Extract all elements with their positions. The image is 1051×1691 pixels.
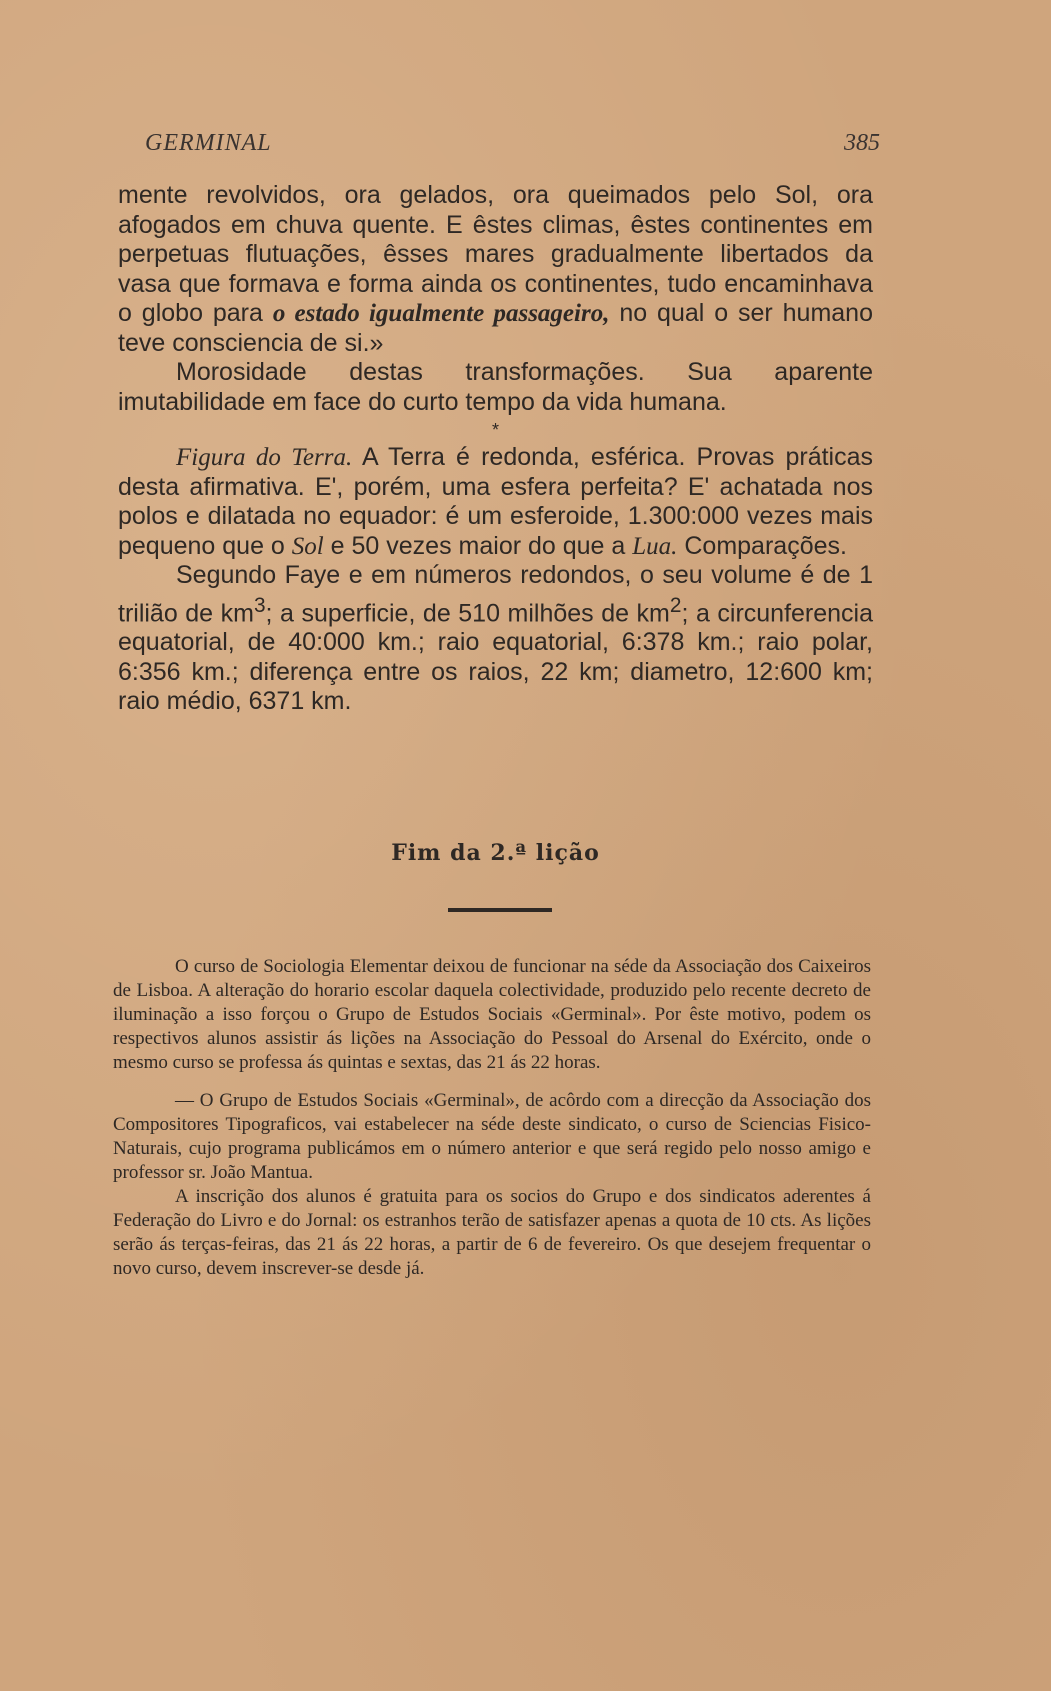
page-number: 385 <box>844 130 880 156</box>
text-run: ; a circunferencia equatorial, de 40:000 km.; raio equatorial, 6:378 km.; raio polar, 6:356 km.; diferença entre os raios, 22 km; diametro, 12:600 km; raio médio, 6371 km. <box>118 598 874 716</box>
emphasis-text: Sol <box>291 532 324 560</box>
paragraph-morosidade: Morosidade destas transformações. Sua aparente imutabilidade em face do curto tempo da vida humana. <box>118 358 873 416</box>
text-run: mente revolvidos, ora gelados, ora queimados pelo Sol, ora afogados em chuva quente. E êstes climas, êstes continentes em perpetuas flutuações, êsses mares gradualmente libertados da vasa que formava e forma ainda os continentes, tudo encaminhava o globo para <box>118 181 873 327</box>
lesson-text <box>118 181 873 717</box>
section-heading: Figura do Terra. <box>176 444 353 471</box>
end-of-lesson-title: Fim da 2.ª lição <box>391 840 600 866</box>
superscript: 3 <box>253 593 266 617</box>
announcements <box>113 955 871 1281</box>
running-header <box>145 130 880 164</box>
text-run: A Terra é redonda, esférica. Provas práticas desta afirmativa. E', porém, uma esfera perfeita? E' achatada nos polos e dilatada no equador: é um esferoide, 1.300:000 vezes mais pequeno que o <box>118 443 874 560</box>
journal-title: GERMINAL <box>145 130 272 156</box>
note-sociologia: O curso de Sociologia Elementar deixou de funcionar na séde da Associação dos Caixeiros de Lisboa. A alteração do horario escolar daquela colectividade, produzido pelo recente decreto de iluminação a isso forçou o Grupo de Estudos Sociais «Germinal». Por êste motivo, podem os respectivos alunos assistir ás lições na Associação do Pessoal do Arsenal do Exército, onde o mesmo curso se professa ás quintas e sextas, das 21 ás 22 horas. <box>113 956 871 1073</box>
emphasis-text: Lua. <box>632 532 678 560</box>
paragraph-figura <box>118 443 873 561</box>
text-run: Segundo Faye e em números redondos, o seu volume é de 1 trilião de km <box>118 561 873 627</box>
note-ciencias: — O Grupo de Estudos Sociais «Germinal», de acôrdo com a direcção da Associação dos Compositores Tipograficos, vai estabelecer na séde deste sindicato, o curso de Sciencias Fisico-Naturais, cujo programa publicámos em o número anterior e que será regido pelo nosso amigo e professor sr. João Mantua. <box>113 1090 871 1183</box>
section-separator: * <box>491 420 499 440</box>
text-run: Comparações. <box>677 531 847 560</box>
superscript: 2 <box>669 593 682 617</box>
emphasis-text: o estado igualmente passageiro, <box>272 300 610 327</box>
note-inscricao: A inscrição dos alunos é gratuita para os socios do Grupo e dos sindicatos aderentes á Federação do Livro e do Jornal: os estranhos terão de satisfazer apenas a quota de 10 cts. As lições serão ás terças-feiras, das 21 ás 22 horas, a partir de 6 de fevereiro. Os que desejem frequentar o novo curso, devem inscrever-se desde já. <box>113 1186 871 1279</box>
paragraph-faye <box>118 561 873 717</box>
divider-rule <box>448 908 552 912</box>
text-run: no qual o ser humano teve consciencia de si.» <box>118 299 873 357</box>
text-run: e 50 vezes maior do que a <box>323 531 633 560</box>
paragraph-continuation <box>118 181 873 358</box>
text-run: ; a superficie, de 510 milhões de km <box>265 598 670 627</box>
